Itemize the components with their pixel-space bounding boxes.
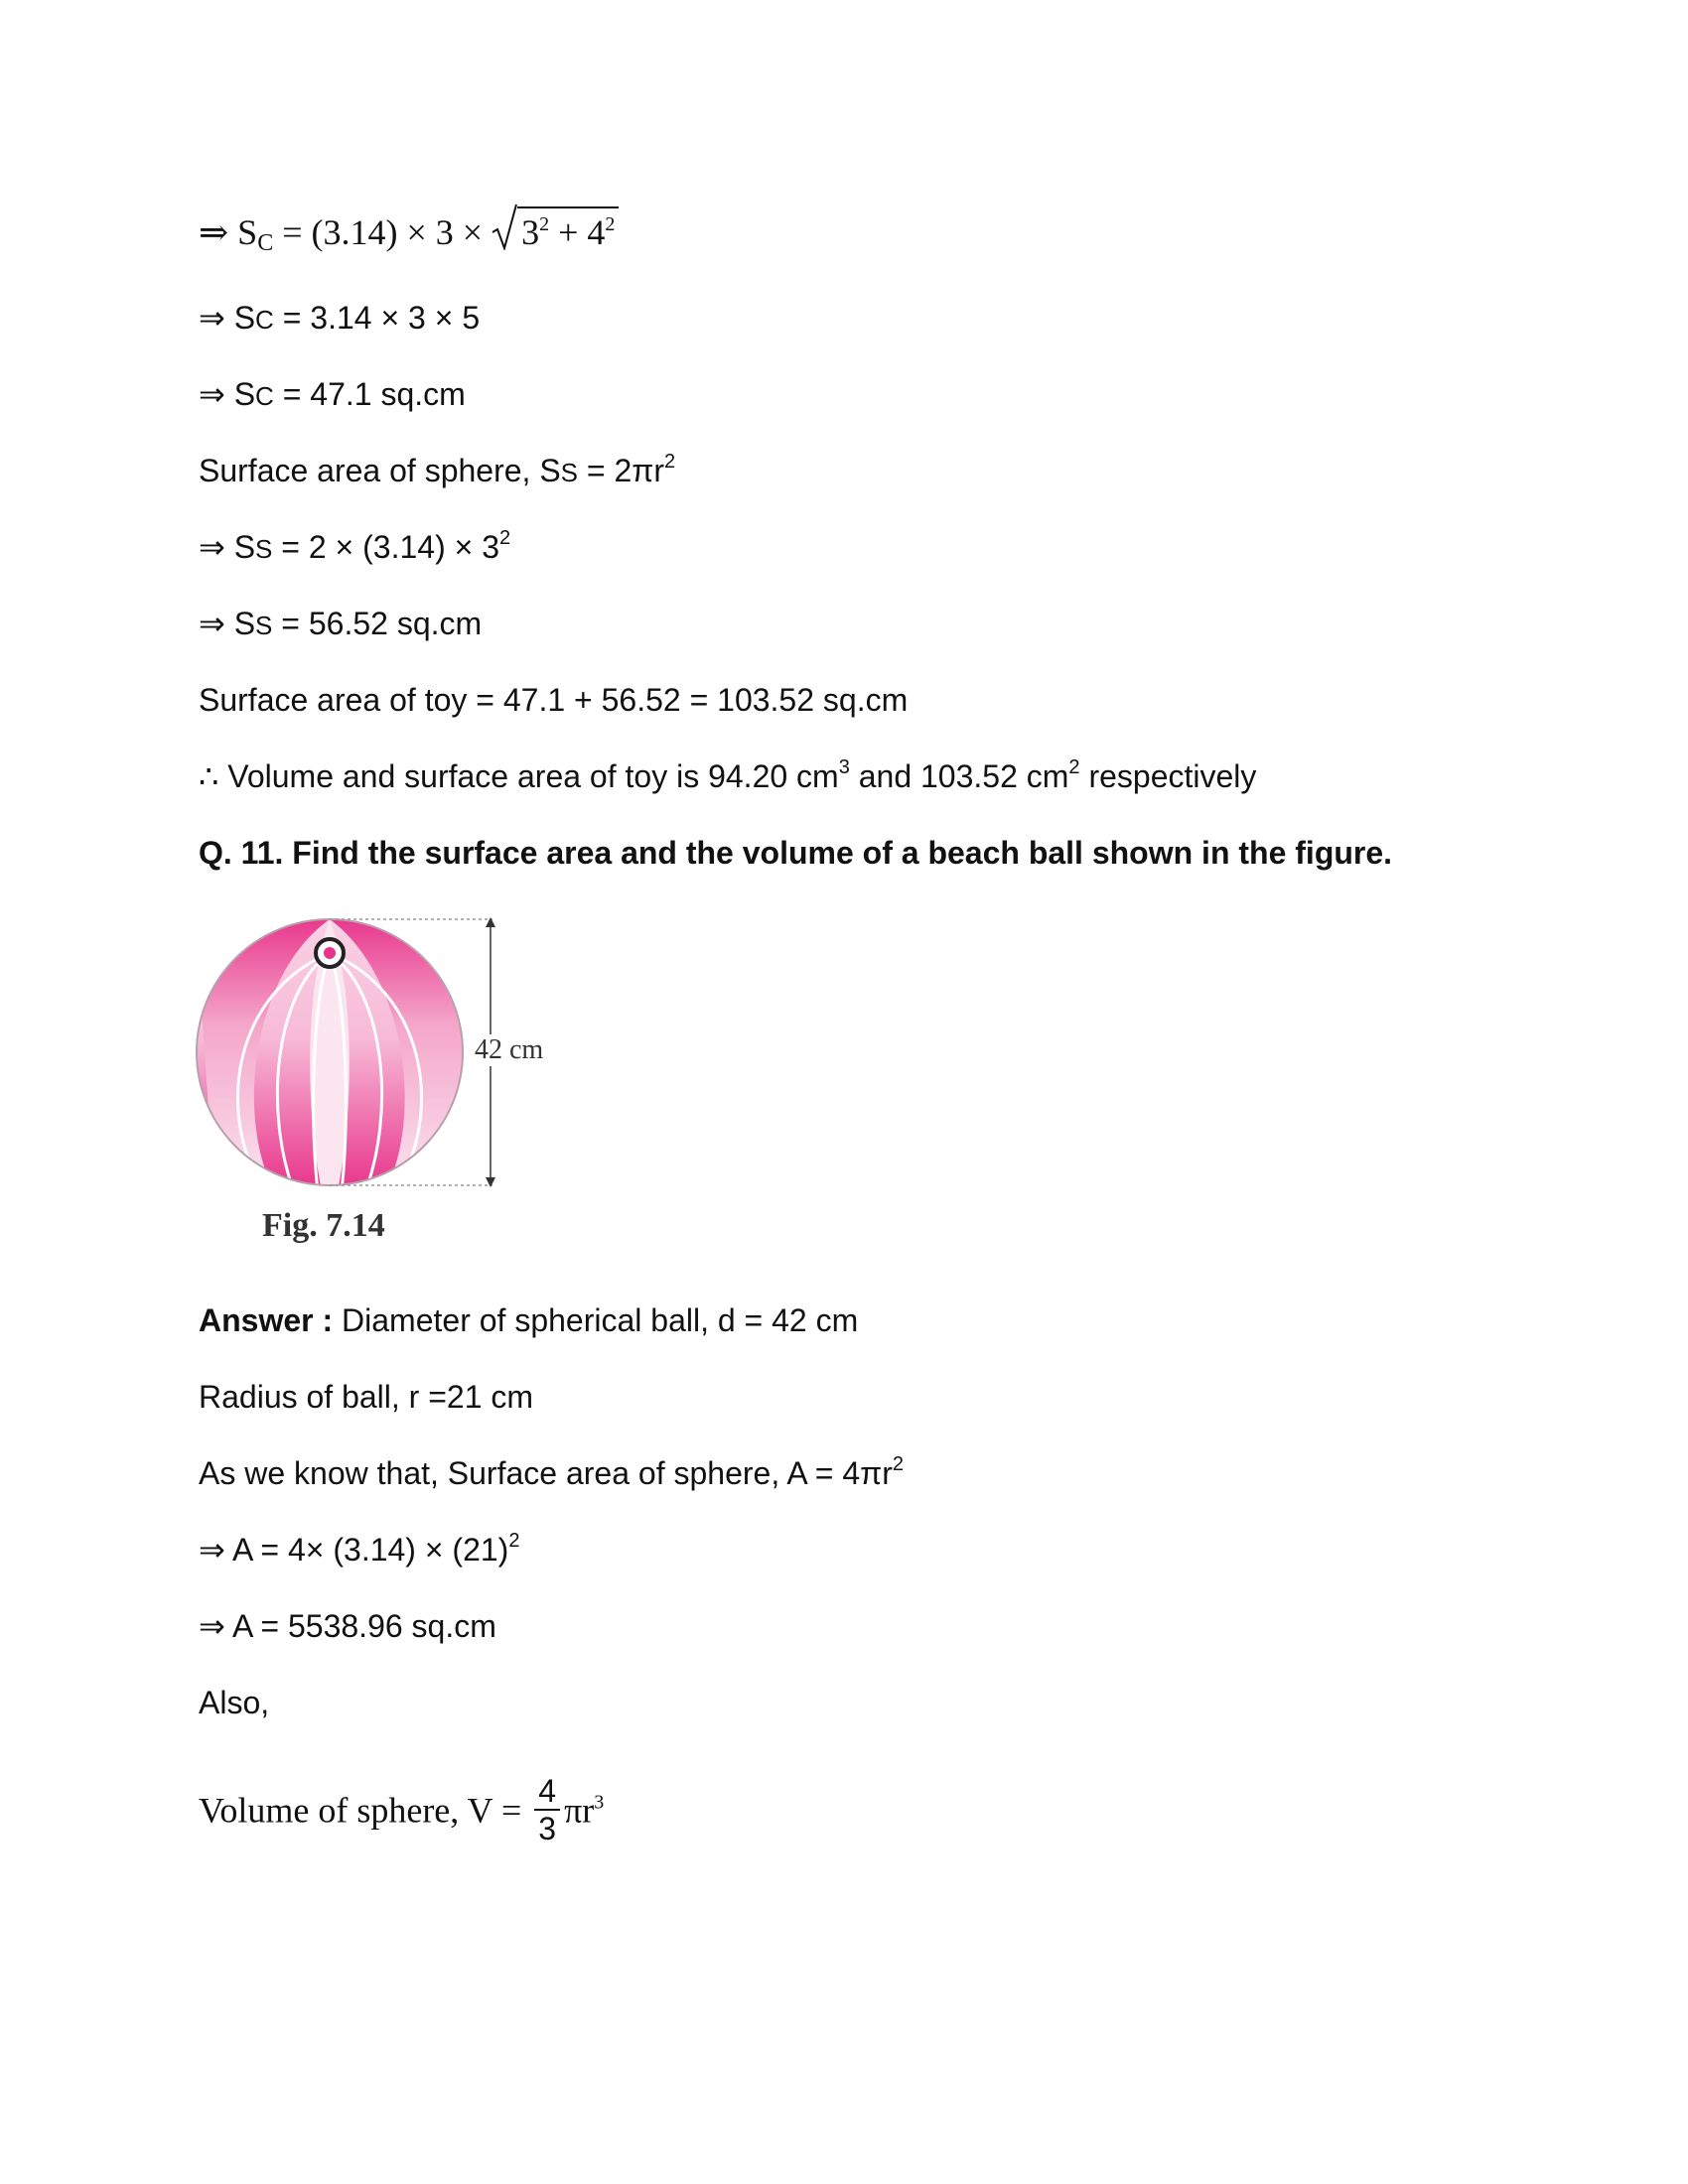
- figure-caption: Fig. 7.14: [262, 1207, 385, 1244]
- answer-line: As we know that, Surface area of sphere, $A = 4\pi r^2$: [199, 1453, 905, 1491]
- equation-line: ⇒ SC = 47.1 sq.cm: [199, 376, 466, 412]
- question-heading: Q. 11. Find the surface area and the volume of a beach ball shown in the figure.: [199, 835, 1393, 871]
- equation-line: Surface area of toy = 47.1 + 56.52 = 103.52 sq.cm: [199, 682, 909, 718]
- answer-line: Also,: [199, 1685, 270, 1720]
- equation-line: ⇒ SC = 3.14 × 3 × 5: [199, 300, 481, 336]
- answer-line: ⇒ A = 5538.96 sq.cm: [199, 1608, 496, 1644]
- dimension-label: 42 cm: [475, 1034, 544, 1065]
- radical-sign-icon: [492, 203, 517, 250]
- answer-line: ⇒ $A = 4\times (3.14) \times (21)^2$: [199, 1530, 520, 1568]
- equation-line: Surface area of sphere, SS = $2\pi r^2$: [199, 451, 676, 488]
- answer-label: Answer :: [199, 1302, 334, 1338]
- volume-formula: Volume of sphere, V = $\frac{4}{3}$ $\pi r^3$: [199, 1773, 605, 1846]
- beach-ball-figure: [195, 913, 572, 1261]
- fraction: $\frac{4}{3}$: [534, 1773, 560, 1846]
- square-root: $3^2 + 4^2$: [492, 206, 619, 252]
- equation-line: ⇒ SS = $2 \times (3.14) \times 3^2$: [199, 527, 511, 565]
- conclusion-line: ∴ Volume and surface area of toy is 94.20 $cm^3$ and 103.52 $cm^2$ respectively: [199, 756, 1257, 794]
- answer-line: Answer : Diameter of spherical ball, d = 42 cm: [199, 1302, 859, 1338]
- equation-line: ⇒ SS = 56.52 sq.cm: [199, 606, 483, 641]
- answer-line: Radius of ball, r =21 cm: [199, 1379, 534, 1415]
- equation-cone-surface-formula: ⇒ SC = (3.14) × 3 × $3^2 + 4^2$: [199, 206, 619, 263]
